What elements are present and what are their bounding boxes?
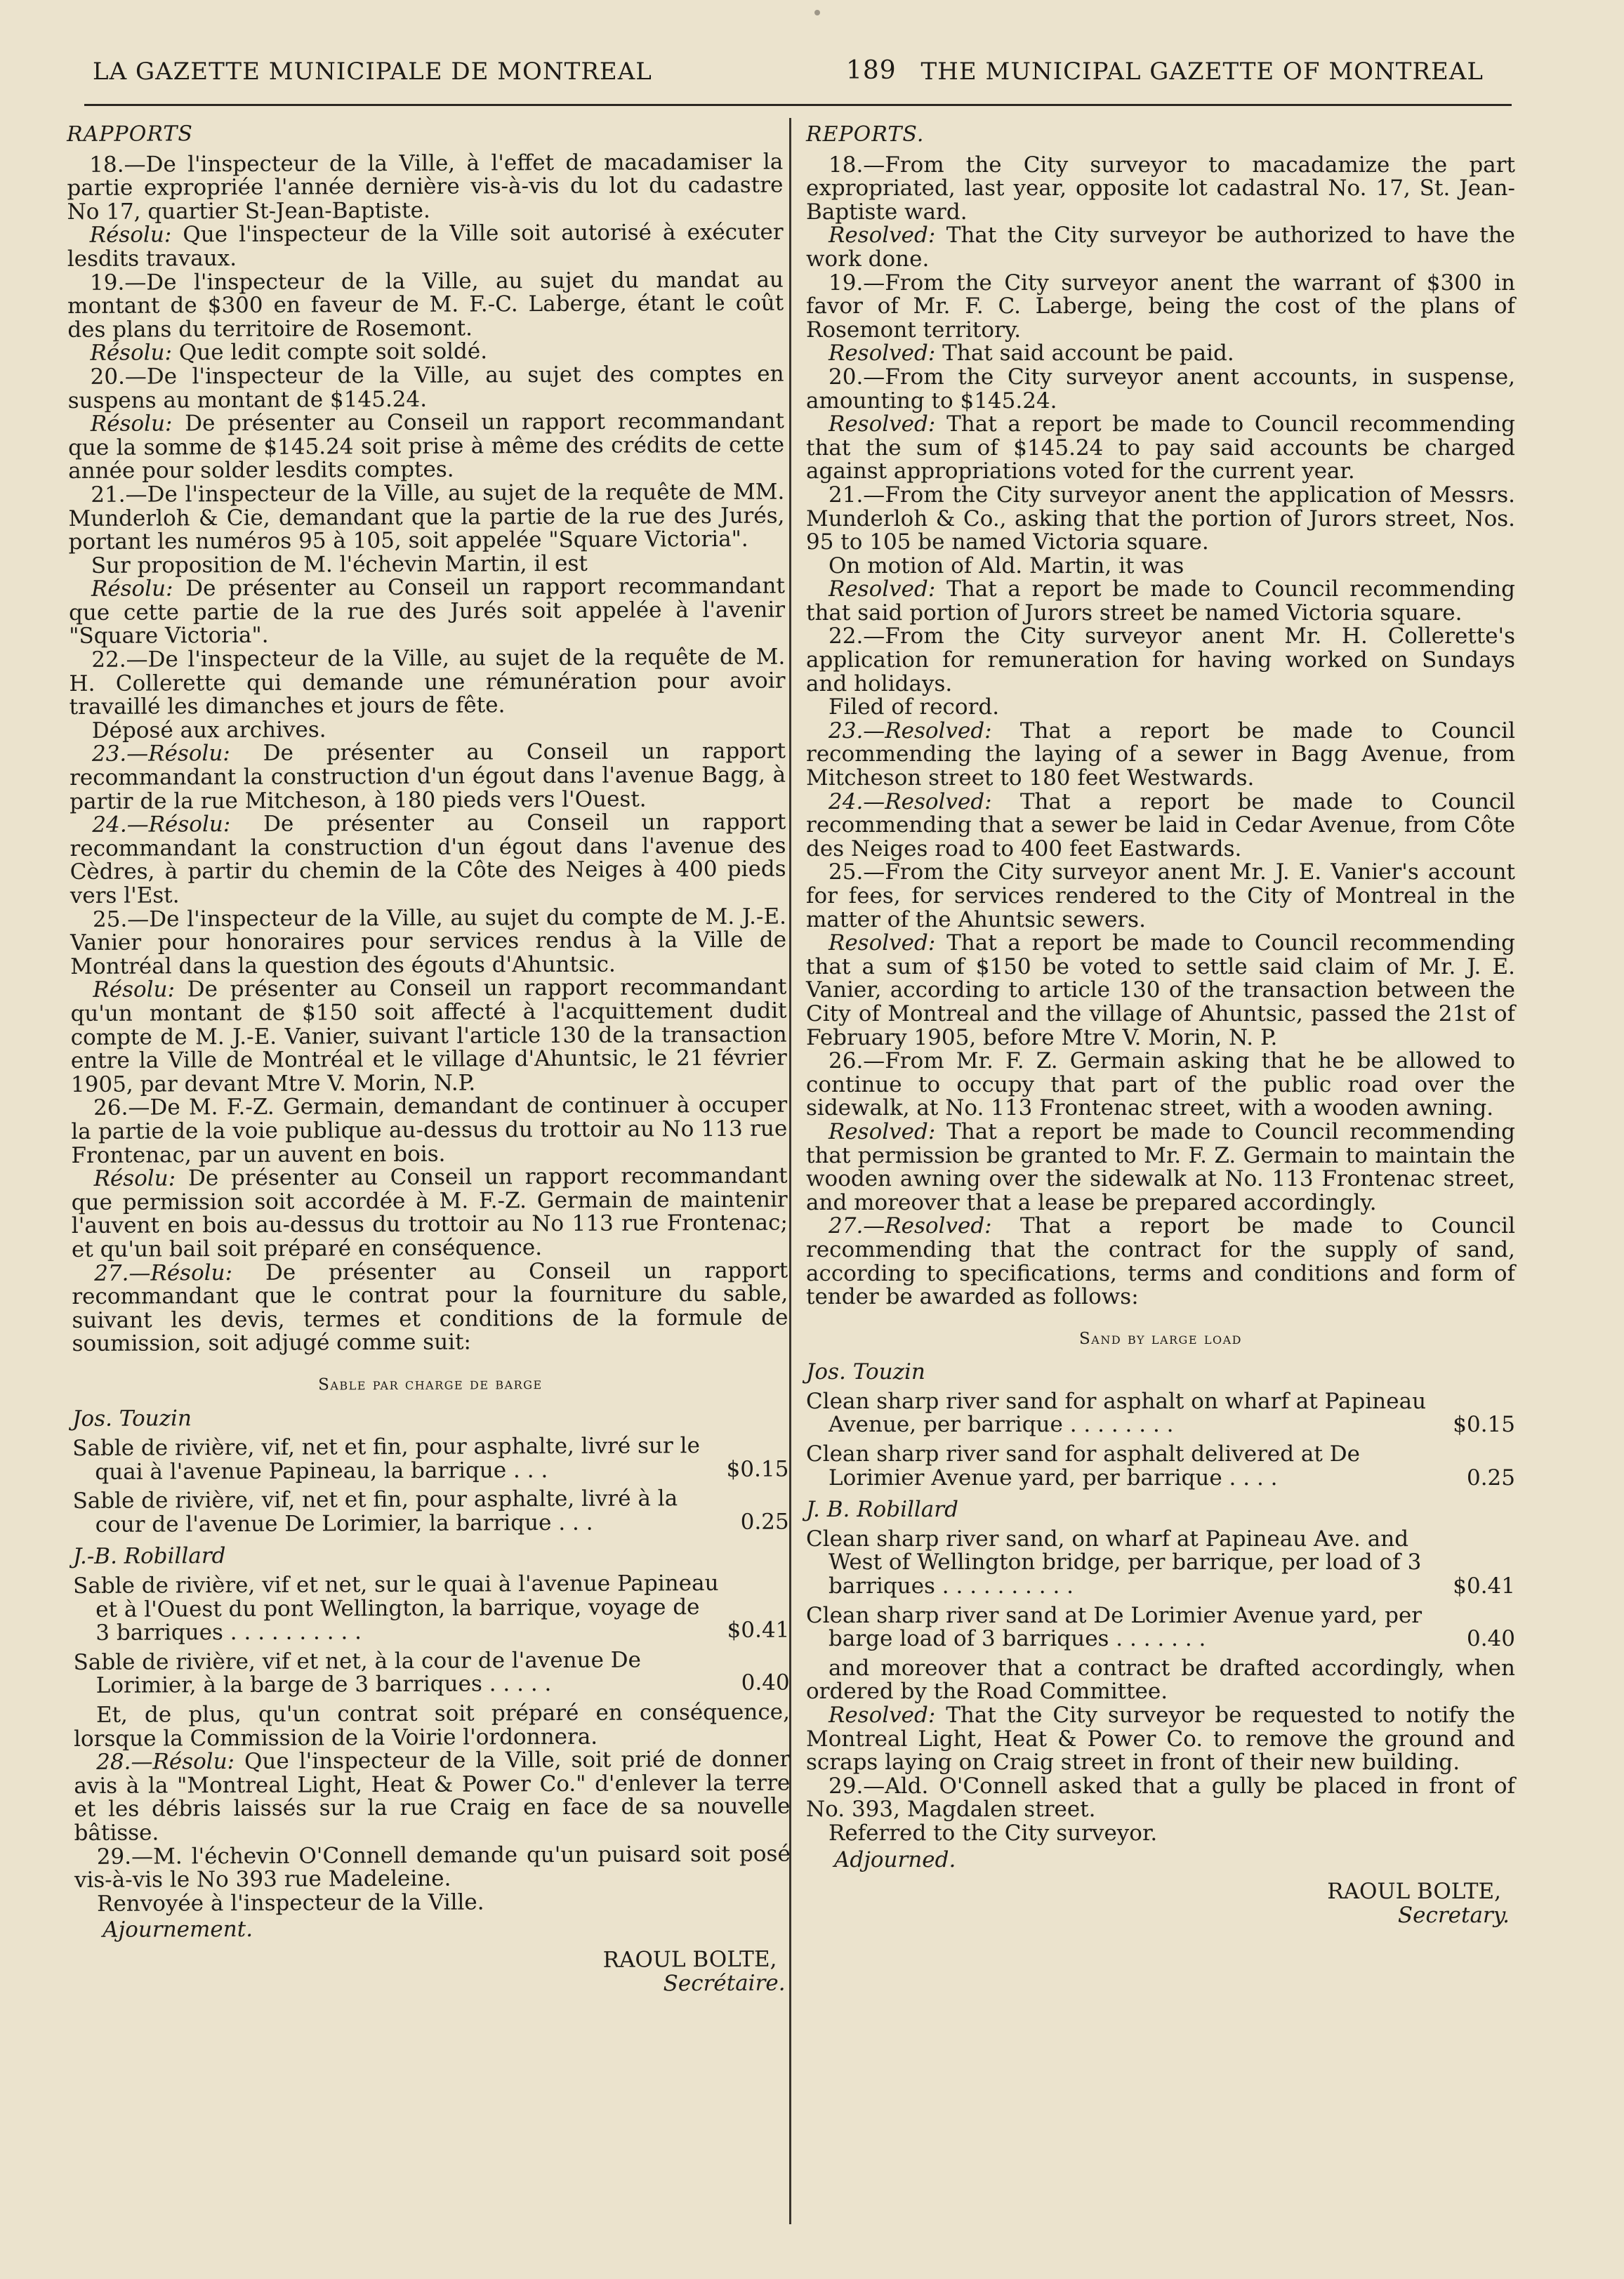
paragraph [806, 696, 1515, 720]
paragraph [806, 272, 1515, 343]
header-title-fr: LA GAZETTE MUNICIPALE DE MONTREAL [93, 58, 652, 86]
paragraph [71, 1094, 787, 1168]
paragraph-text: 21.—De l'inspecteur de la Ville, au sujet de la requête de MM. Munderloh & Cie, demandant que la partie de la rue des Jurés, portant les numéros 95 à 105, soit appelée "Square Victoria". [68, 479, 785, 555]
english-column [806, 123, 1515, 1927]
signature-name: RAOUL BOLTE, [1327, 1879, 1501, 1905]
paragraph-text: 25.—From the City surveyor anent Mr. J. E. Vanier's account for fees, for services rendered to the City of Montreal in the matter of the Ahuntsic sewers. [806, 859, 1515, 932]
paragraph [806, 1657, 1515, 1704]
paragraph [806, 625, 1515, 696]
paragraph-lead: Resolved: [828, 341, 936, 366]
paragraph-lead: 27.—Resolved: [828, 1213, 992, 1239]
paragraph [806, 484, 1515, 555]
price-item-amount: 0.40 [1466, 1626, 1515, 1652]
paragraph-text: Que ledit compte soit soldé. [171, 338, 488, 366]
paragraph-text: That the City surveyor be authorized to have the work done. [806, 223, 1515, 272]
price-item-description: Clean sharp river sand for asphalt delivered at De Lorimier Avenue yard, per barrique . . . . [806, 1441, 1360, 1491]
paragraph [806, 1050, 1515, 1121]
paragraph [70, 740, 786, 814]
header-title-en: THE MUNICIPAL GAZETTE OF MONTREAL [920, 58, 1484, 86]
paragraph [74, 1748, 791, 1846]
paragraph-lead: 24.—Resolved: [828, 788, 992, 814]
paragraph-text: 22.—From the City surveyor anent Mr. H. Collerette's application for remuneration for having worked on Sundays and holidays. [806, 623, 1515, 696]
paragraph-lead: 28.—Résolu: [96, 1749, 235, 1776]
paragraph-text: 18.—From the City surveyor to macadamize the part expropriated, last year, opposite lot cadastral No. 17, St. Jean-Baptiste ward. [806, 152, 1515, 225]
paragraph-lead: Resolved: [828, 411, 936, 437]
paragraph [70, 976, 787, 1097]
paragraph-text: Que l'inspecteur de la Ville soit autorisé à exécuter lesdits travaux. [67, 219, 784, 272]
paragraph [806, 788, 1515, 861]
price-item-amount: $0.15 [1453, 1412, 1515, 1438]
paragraph [806, 342, 1515, 366]
paragraph-text: Et, de plus, qu'un contrat soit préparé en conséquence, lorsque la Commission de la Voirie l'ordonnera. [73, 1699, 790, 1752]
price-list [806, 1528, 1515, 1651]
price-item [72, 1434, 788, 1485]
price-list [72, 1434, 789, 1538]
paragraph [70, 905, 786, 979]
price-list [806, 1390, 1515, 1490]
paragraph-text: 18.—De l'inspecteur de la Ville, à l'effet de macadamiser la partie expropriée l'année dernière vis-à-vis du lot du cadastre No 17, quartier St-Jean-Baptiste. [67, 149, 784, 225]
paragraph-lead: Resolved: [828, 1118, 936, 1144]
paragraph-text: De présenter au Conseil un rapport recommandant que permission soit accordée à M. F.-Z. Germain de maintenir l'auvent en bois au-dessus du trottoir au No 113 rue Frontenac; et qu'un bail soit préparé en conséquence. [71, 1163, 788, 1262]
paragraph-text: De présenter au Conseil un rapport recommandant que cette partie de la rue des Jurés soit appelée à l'avenir "Square Victoria". [68, 573, 786, 649]
paragraph-text: Déposé aux archives. [91, 717, 326, 744]
paragraph-text: 26.—De M. F.-Z. Germain, demandant de continuer à occuper la partie de la voie publique au-dessus du trottoir au No 113 rue Frontenac, par un auvent en bois. [71, 1092, 788, 1168]
paper-speck [814, 10, 820, 15]
paragraph-text: 29.—Ald. O'Connell asked that a gully be placed in front of No. 393, Magdalen street. [806, 1773, 1515, 1823]
price-item-description: Sable de rivière, vif et net, à la cour de l'avenue De Lorimier, à la barge de 3 barriques . . . . . [73, 1647, 642, 1699]
paragraph-text: Sur proposition de M. l'échevin Martin, il est [91, 550, 588, 579]
french-column [67, 120, 791, 1999]
paragraph [806, 1822, 1515, 1846]
paragraph-text: That a report be made to Council recommending the laying of a sewer in Bagg Avenue, from Mitcheson street to 180 feet Westwards. [806, 718, 1515, 791]
paragraph [806, 413, 1515, 484]
price-item-amount: 0.25 [740, 1509, 789, 1535]
price-item-description: Sable de rivière, vif, net et fin, pour asphalte, livré à la cour de l'avenue De Lorimier, la barrique . . . [72, 1486, 678, 1538]
supplier-name: J.-B. Robillard [72, 1543, 226, 1570]
supplier-name: Jos. Touzin [72, 1406, 192, 1432]
paragraph-text: 20.—From the City surveyor anent accounts, in suspense, amounting to $145.24. [806, 364, 1515, 414]
paragraph-text: That a report be made to Council recommending that a sum of $150 be voted to settle said claim of Mr. J. E. Vanier, according to article 130 of the transaction between the City of Montreal and the village of Ahuntsic, passed the 21st of February 1905, before Mtre V. Morin, N. P. [806, 930, 1515, 1050]
table-title-en: Sand by large load [1079, 1329, 1242, 1348]
paragraph-text: On motion of Ald. Martin, it was [828, 553, 1184, 579]
signature-title: Secrétaire. [663, 1970, 786, 1996]
table-title-fr: Sable par charge de barge [317, 1374, 543, 1394]
english-paragraphs-end [806, 1657, 1515, 1846]
price-item [806, 1443, 1515, 1490]
paragraph-lead: Résolu: [93, 1165, 176, 1191]
paragraph [74, 1701, 790, 1752]
english-paragraphs [806, 154, 1515, 1309]
paragraph [68, 480, 784, 554]
paragraph [806, 932, 1515, 1050]
adjournment: Ajournement. [103, 1917, 253, 1943]
price-item-amount: $0.41 [727, 1617, 790, 1644]
paragraph [806, 1215, 1515, 1309]
price-item-description: Clean sharp river sand for asphalt on wharf at Papineau Avenue, per barrique . . . . . . . . [806, 1388, 1427, 1438]
paragraph-text: 26.—From Mr. F. Z. Germain asking that he be allowed to continue to occupy that part of the public road over the sidewalk, at No. 113 Frontenac street, with a wooden awning. [806, 1048, 1515, 1121]
paragraph-text: 22.—De l'inspecteur de la Ville, au sujet de la requête de M. H. Collerette qui demande une rémunération pour avoir travaillé les dimanches et jours de fête. [69, 644, 786, 720]
paragraph-text: 25.—De l'inspecteur de la Ville, au sujet du compte de M. J.-E. Vanier pour honoraires pour services rendus à la Ville de Montréal dans la question des égouts d'Ahuntsic. [70, 904, 787, 979]
page-header [84, 51, 1512, 100]
supplier-name: J. B. Robillard [806, 1497, 958, 1523]
adjournment: Adjourned. [834, 1847, 956, 1872]
price-item-description: Clean sharp river sand, on wharf at Papineau Ave. and West of Wellington bridge, per barrique, per load of 3 barriques . . . . . . . . . . [806, 1526, 1422, 1599]
paragraph-text: 20.—De l'inspecteur de la Ville, au sujet des comptes en suspens au montant de $145.24. [67, 361, 784, 414]
signature-name: RAOUL BOLTE, [602, 1946, 777, 1973]
paragraph [72, 1259, 788, 1356]
paragraph-text: That a report be made to Council recommending that a sewer be laid in Cedar Avenue, from Côte des Neiges road to 400 feet Eastwards. [806, 788, 1515, 861]
paragraph [806, 1704, 1515, 1775]
section-heading-fr: RAPPORTS [66, 121, 193, 147]
paragraph-text: 29.—M. l'échevin O'Connell demande qu'un puisard soit posé vis-à-vis le No 393 rue Madeleine. [74, 1841, 791, 1894]
price-item [73, 1572, 789, 1646]
paragraph-text: Referred to the City surveyor. [828, 1820, 1158, 1846]
paragraph-lead: Resolved: [828, 223, 936, 249]
paragraph [806, 1118, 1515, 1215]
paragraph-lead: Resolved: [828, 576, 936, 602]
paragraph [806, 555, 1515, 579]
paragraph-text: 19.—De l'inspecteur de la Ville, au sujet du mandat au montant de $300 en faveur de M. F.-C. Laberge, étant le coût des plans du territoire de Rosemont. [67, 267, 784, 343]
price-item-description: Sable de rivière, vif, net et fin, pour asphalte, livré sur le quai à l'avenue Papineau, la barrique . . . [72, 1433, 700, 1485]
paragraph [68, 362, 784, 413]
paragraph [806, 154, 1515, 225]
paragraph-text: De présenter au Conseil un rapport recommandant que le contrat pour la fourniture du sable, suivant les devis, termes et conditions de la formule de soumission, soit adjugé comme suit: [72, 1257, 788, 1357]
price-list [73, 1572, 790, 1698]
paragraph-lead: Résolu: [91, 576, 173, 602]
paragraph-text: and moreover that a contract be drafted accordingly, when ordered by the Road Committee. [806, 1655, 1515, 1705]
paragraph-text: De présenter au Conseil un rapport recommandant que la somme de $145.24 soit prise à même des crédits de cette année pour solder lesdits comptes. [67, 408, 785, 484]
paragraph-lead: Résolu: [90, 411, 173, 437]
paragraph [74, 1889, 791, 1916]
paragraph-lead: 23.—Résolu: [91, 741, 230, 767]
paragraph [74, 1842, 791, 1893]
paragraph [69, 646, 785, 720]
section-heading-en: REPORTS. [806, 122, 925, 147]
paragraph-text: That a report be made to Council recommending that the sum of $145.24 to pay said accounts be charged against appropriations voted for the current year. [806, 411, 1515, 484]
paragraph-text: De présenter au Conseil un rapport recommandant la construction d'un égout dans l'avenue Bagg, à partir de la rue Mitcheson, à 180 pieds vers l'Ouest. [69, 738, 786, 814]
paragraph [806, 861, 1515, 932]
paragraph [806, 1775, 1515, 1822]
price-item [806, 1604, 1515, 1651]
paragraph-text: That said account be paid. [935, 341, 1234, 366]
price-item [73, 1648, 789, 1698]
paragraph [806, 224, 1515, 271]
french-paragraphs [67, 150, 788, 1356]
price-item [806, 1528, 1515, 1599]
paragraph [70, 811, 786, 909]
paragraph [71, 1165, 788, 1262]
page-number: 189 [846, 56, 897, 85]
paragraph-lead: Résolu: [90, 340, 173, 366]
paragraph-text: That a report be made to Council recommending that permission be granted to Mr. F. Z. Germain to maintain the wooden awning over the sidewalk at No. 113 Frontenac street, and moreover that a lease be prepared accordingly. [806, 1118, 1515, 1215]
supplier-name: Jos. Touzin [806, 1359, 925, 1385]
french-paragraphs-end [74, 1701, 791, 1917]
paragraph-lead: Résolu: [89, 222, 172, 249]
price-item-description: Sable de rivière, vif et net, sur le quai à l'avenue Papineau et à l'Ouest du pont Wellington, la barrique, voyage de 3 barriques . . . . . . . . . . [73, 1570, 719, 1646]
paragraph-lead: 23.—Resolved: [828, 718, 992, 744]
signature-title: Secretary. [1397, 1902, 1510, 1928]
paragraph-lead: Résolu: [93, 977, 176, 1003]
price-item-amount: 0.40 [741, 1670, 790, 1696]
paragraph-text: De présenter au Conseil un rapport recommandant qu'un montant de $150 soit affecté à l'acquittement dudit compte de M. J.-E. Vanier, suivant l'article 130 de la transaction entre la Ville de Montréal et le village d'Ahuntsic, le 21 février 1905, par devant Mtre V. Morin, N.P. [70, 974, 787, 1097]
paragraph-text: 21.—From the City surveyor anent the application of Messrs. Munderloh & Co., asking that the portion of Jurors street, Nos. 95 to 105 be named Victoria square. [806, 482, 1515, 555]
paragraph [68, 410, 784, 484]
paragraph-lead: Resolved: [828, 930, 936, 956]
paragraph [67, 221, 784, 272]
paragraph-text: That the City surveyor be requested to notify the Montreal Light, Heat & Power Co. to remove the ground and scraps laying on Craig street in front of their new building. [806, 1703, 1515, 1776]
price-item [806, 1390, 1515, 1437]
header-rule [84, 104, 1512, 106]
paragraph-text: Renvoyée à l'inspecteur de la Ville. [96, 1889, 484, 1917]
paragraph-text: Filed of record. [828, 694, 1000, 720]
price-item [72, 1487, 788, 1538]
price-item-amount: $0.15 [726, 1456, 789, 1482]
paragraph-text: 19.—From the City surveyor anent the warrant of $300 in favor of Mr. F. C. Laberge, being the cost of the plans of Rosemont territory. [806, 270, 1515, 343]
paragraph [69, 575, 785, 649]
paragraph-lead: Resolved: [828, 1703, 936, 1728]
paragraph-text: That a report be made to Council recommending that the contract for the supply of sand, according to specifications, terms and conditions and form of tender be awarded as follows: [806, 1213, 1515, 1310]
paragraph-lead: 24.—Résolu: [92, 812, 231, 838]
price-item-amount: 0.25 [1466, 1465, 1515, 1491]
price-item-amount: $0.41 [1453, 1573, 1515, 1599]
paragraph [806, 578, 1515, 625]
price-item-description: Clean sharp river sand at De Lorimier Avenue yard, per barge load of 3 barriques . . . . . . . [806, 1602, 1422, 1652]
paragraph-text: That a report be made to Council recommending that said portion of Jurors street be named Victoria square. [806, 576, 1515, 626]
paragraph [67, 268, 784, 342]
paragraph [67, 150, 783, 224]
paragraph-lead: 27.—Résolu: [94, 1260, 233, 1286]
paragraph-text: Que l'inspecteur de la Ville, soit prié de donner avis à la "Montreal Light, Heat & Power Co." d'enlever la terre et les débris laissés sur la rue Craig en face de sa nouvelle bâtisse. [74, 1746, 791, 1846]
paragraph [806, 720, 1515, 791]
paragraph-text: De présenter au Conseil un rapport recommandant la construction d'un égout dans l'avenue des Cèdres, à partir du chemin de la Côte des Neiges à 400 pieds vers l'Est. [70, 809, 786, 909]
paragraph [806, 366, 1515, 413]
